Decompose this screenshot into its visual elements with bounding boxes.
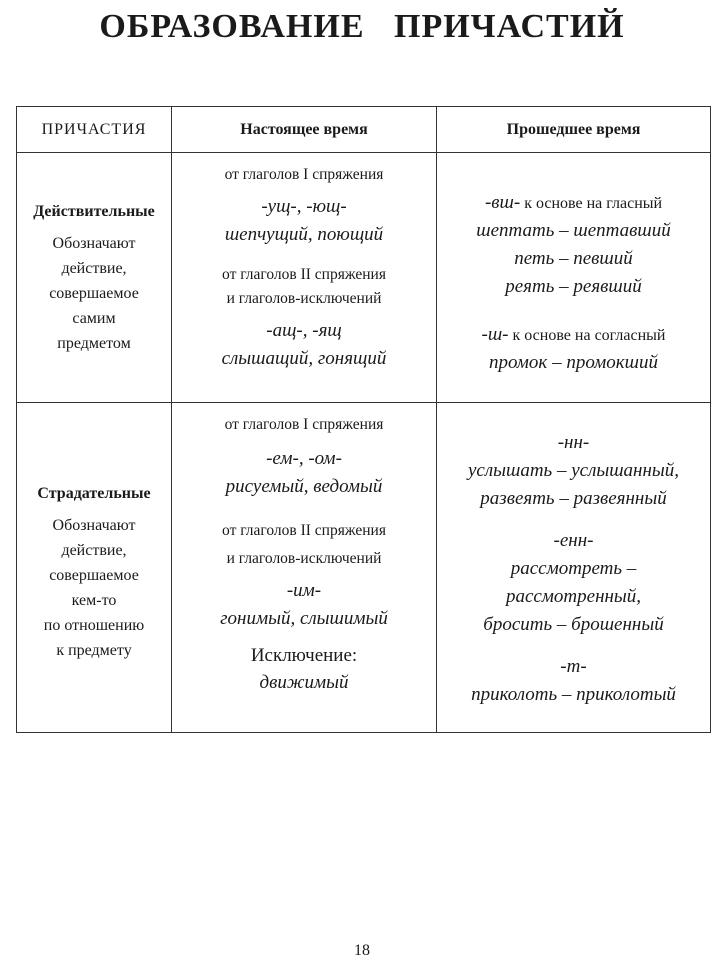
suffix-note: к основе на согласный — [512, 327, 666, 344]
example-pair: бросить – брошенный — [483, 614, 664, 635]
example-words: рисуемый, ведомый — [225, 476, 383, 497]
conjugation-note: от глаголов I спряжения — [224, 166, 384, 183]
suffix-label: -ащ-, -ящ — [266, 320, 342, 341]
suffix-rule — [437, 189, 710, 217]
example-pair: развеять – развеянный — [480, 488, 667, 509]
conjugation-note: от глаголов II спряжения — [222, 266, 386, 283]
header-present-tense: Настоящее время — [172, 107, 437, 153]
suffix-label: -им- — [286, 580, 322, 601]
suffix-label: -т- — [560, 656, 587, 677]
header-past-tense: Прошедшее время — [437, 107, 711, 153]
example-pair: услышать – услышанный, — [467, 460, 680, 481]
page-title: ОБРАЗОВАНИЕ ПРИЧАСТИЙ — [99, 8, 625, 45]
suffix-label: -нн- — [557, 432, 590, 453]
present-cell-active — [172, 153, 437, 403]
participles-table — [16, 106, 711, 733]
conjugation-note: и глаголов-исключений — [226, 290, 382, 307]
type-name: Страдательные — [37, 485, 151, 502]
suffix-label: -ущ-, -ющ- — [261, 196, 347, 217]
type-name: Действительные — [33, 203, 155, 220]
suffix-note: к основе на гласный — [524, 195, 663, 212]
example-pair: петь – певший — [514, 248, 633, 269]
past-cell-active — [437, 153, 711, 403]
example-words: слышащий, гонящий — [221, 348, 387, 369]
suffix-label: -ем-, -ом- — [266, 448, 342, 469]
example-pair: рассмотренный, — [505, 586, 642, 607]
table-row-active — [17, 153, 711, 403]
suffix-rule — [437, 321, 710, 349]
header-participles: ПРИЧАСТИЯ — [17, 107, 172, 153]
exception-label: Исключение: — [250, 645, 358, 666]
conjugation-note: от глаголов I спряжения — [224, 416, 384, 433]
example-pair: приколоть – приколотый — [471, 684, 676, 705]
type-description: Обозначают действие, совершаемое кем-то по отношению к предмету — [43, 517, 145, 659]
conjugation-note: и глаголов-исключений — [226, 550, 382, 567]
example-pair: реять – реявший — [505, 276, 642, 297]
suffix-label: -енн- — [553, 530, 594, 551]
example-pair: шептать – шептавший — [476, 220, 671, 241]
page-number: 18 — [354, 942, 370, 959]
type-description: Обозначают действие, совершаемое самим предметом — [49, 235, 139, 352]
suffix-label: -вш- — [484, 192, 521, 213]
example-pair: промок – промокший — [489, 352, 658, 373]
exception-word: движимый — [259, 672, 349, 693]
example-pair: рассмотреть – — [510, 558, 637, 579]
suffix-label: -ш- — [481, 324, 509, 345]
example-words: шепчущий, поющий — [224, 224, 384, 245]
table-row-passive — [17, 403, 711, 733]
type-cell-passive — [17, 403, 172, 733]
example-words: гонимый, слышимый — [220, 608, 388, 629]
past-cell-passive — [437, 403, 711, 733]
conjugation-note: от глаголов II спряжения — [222, 522, 386, 539]
header-row — [17, 107, 711, 153]
type-cell-active — [17, 153, 172, 403]
present-cell-passive — [172, 403, 437, 733]
